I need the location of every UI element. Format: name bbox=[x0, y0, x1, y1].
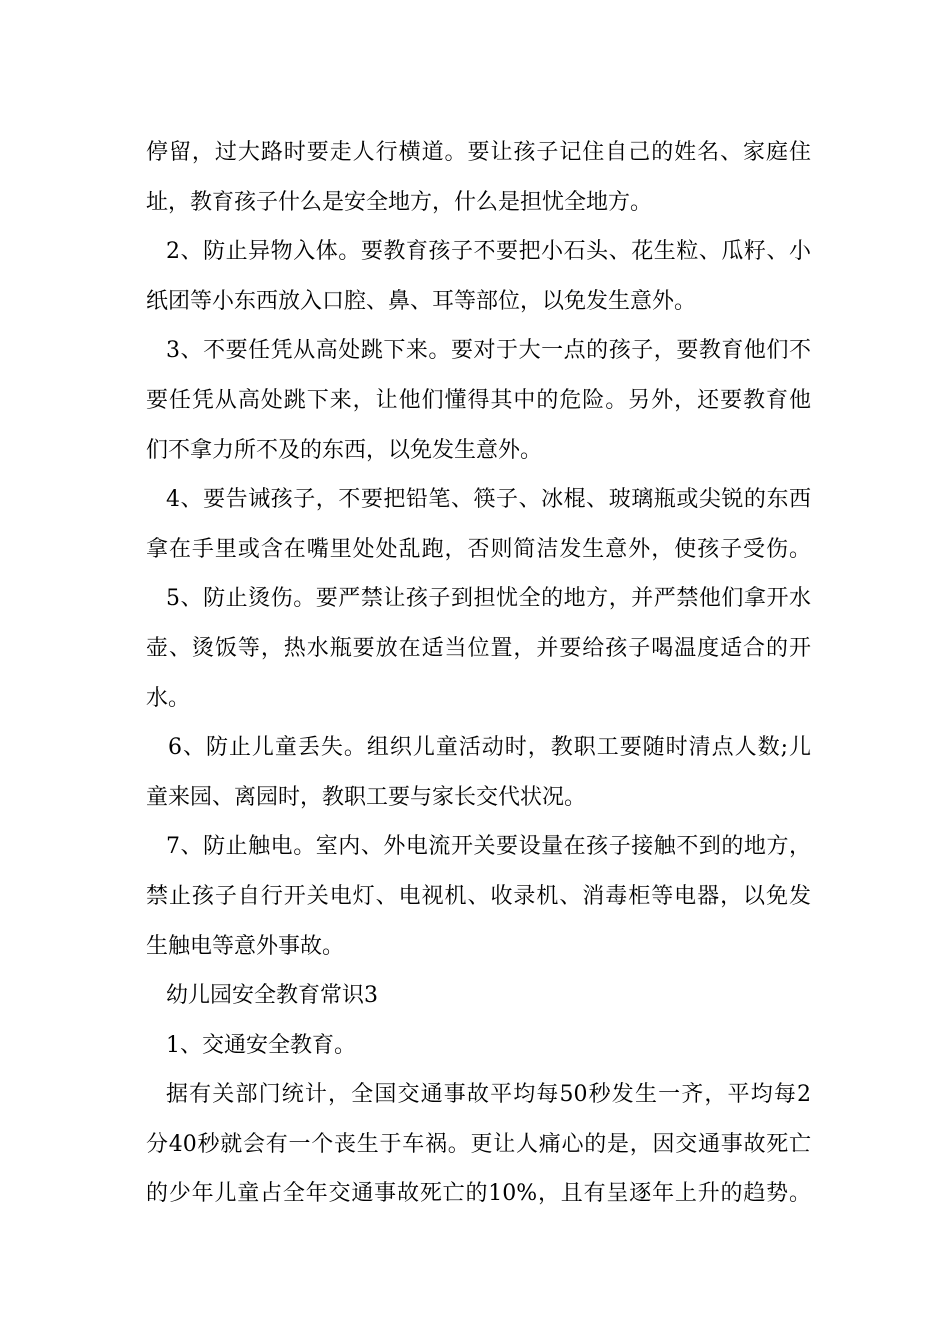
paragraph-line: 生触电等意外事故。 bbox=[146, 933, 345, 959]
paragraph-line: 禁止孩子自行开关电灯、电视机、收录机、消毒柜等电器，以免发 bbox=[146, 883, 811, 909]
paragraph-line: 址，教育孩子什么是安全地方，什么是担忧全地方。 bbox=[146, 189, 653, 215]
paragraph-line: 拿在手里或含在嘴里处处乱跑，否则简洁发生意外，使孩子受伤。 bbox=[146, 536, 811, 562]
paragraph-line: 3、不要任凭从高处跳下来。要对于大一点的孩子，要教育他们不 bbox=[166, 338, 811, 364]
paragraph-line: 童来园、离园时，教职工要与家长交代状况。 bbox=[146, 784, 587, 810]
section-heading: 幼儿园安全教育常识3 bbox=[166, 983, 378, 1009]
paragraph-line: 6、防止儿童丢失。组织儿童活动时，教职工要随时清点人数;儿 bbox=[168, 735, 811, 761]
paragraph-line: 分40秒就会有一个丧生于车祸。更让人痛心的是，因交通事故死亡 bbox=[146, 1131, 811, 1157]
document-body bbox=[146, 128, 811, 1219]
subsection-heading: 1、交通安全教育。 bbox=[166, 1032, 356, 1058]
paragraph-line: 4、要告诫孩子，不要把铅笔、筷子、冰棍、玻璃瓶或尖锐的东西 bbox=[166, 487, 811, 513]
paragraph-line: 5、防止烫伤。要严禁让孩子到担忧全的地方，并严禁他们拿开水 bbox=[166, 586, 811, 612]
paragraph-line: 们不拿力所不及的东西，以免发生意外。 bbox=[146, 437, 543, 463]
paragraph-line: 2、防止异物入体。要教育孩子不要把小石头、花生粒、瓜籽、小 bbox=[166, 239, 811, 265]
paragraph-line: 的少年儿童占全年交通事故死亡的10%，且有呈逐年上升的趋势。 bbox=[146, 1181, 811, 1207]
paragraph-line: 据有关部门统计，全国交通事故平均每50秒发生一齐，平均每2 bbox=[166, 1082, 811, 1108]
paragraph-line: 要任凭从高处跳下来，让他们懂得其中的危险。另外，还要教育他 bbox=[146, 387, 811, 413]
paragraph-line: 停留，过大路时要走人行横道。要让孩子记住自己的姓名、家庭住 bbox=[146, 140, 811, 165]
paragraph-line: 7、防止触电。室内、外电流开关要设量在孩子接触不到的地方， bbox=[166, 834, 811, 860]
paragraph-line: 壶、烫饭等，热水瓶要放在适当位置，并要给孩子喝温度适合的开 bbox=[146, 635, 811, 661]
paragraph-line: 纸团等小东西放入口腔、鼻、耳等部位，以免发生意外。 bbox=[146, 288, 697, 314]
paragraph-line: 水。 bbox=[146, 685, 191, 711]
